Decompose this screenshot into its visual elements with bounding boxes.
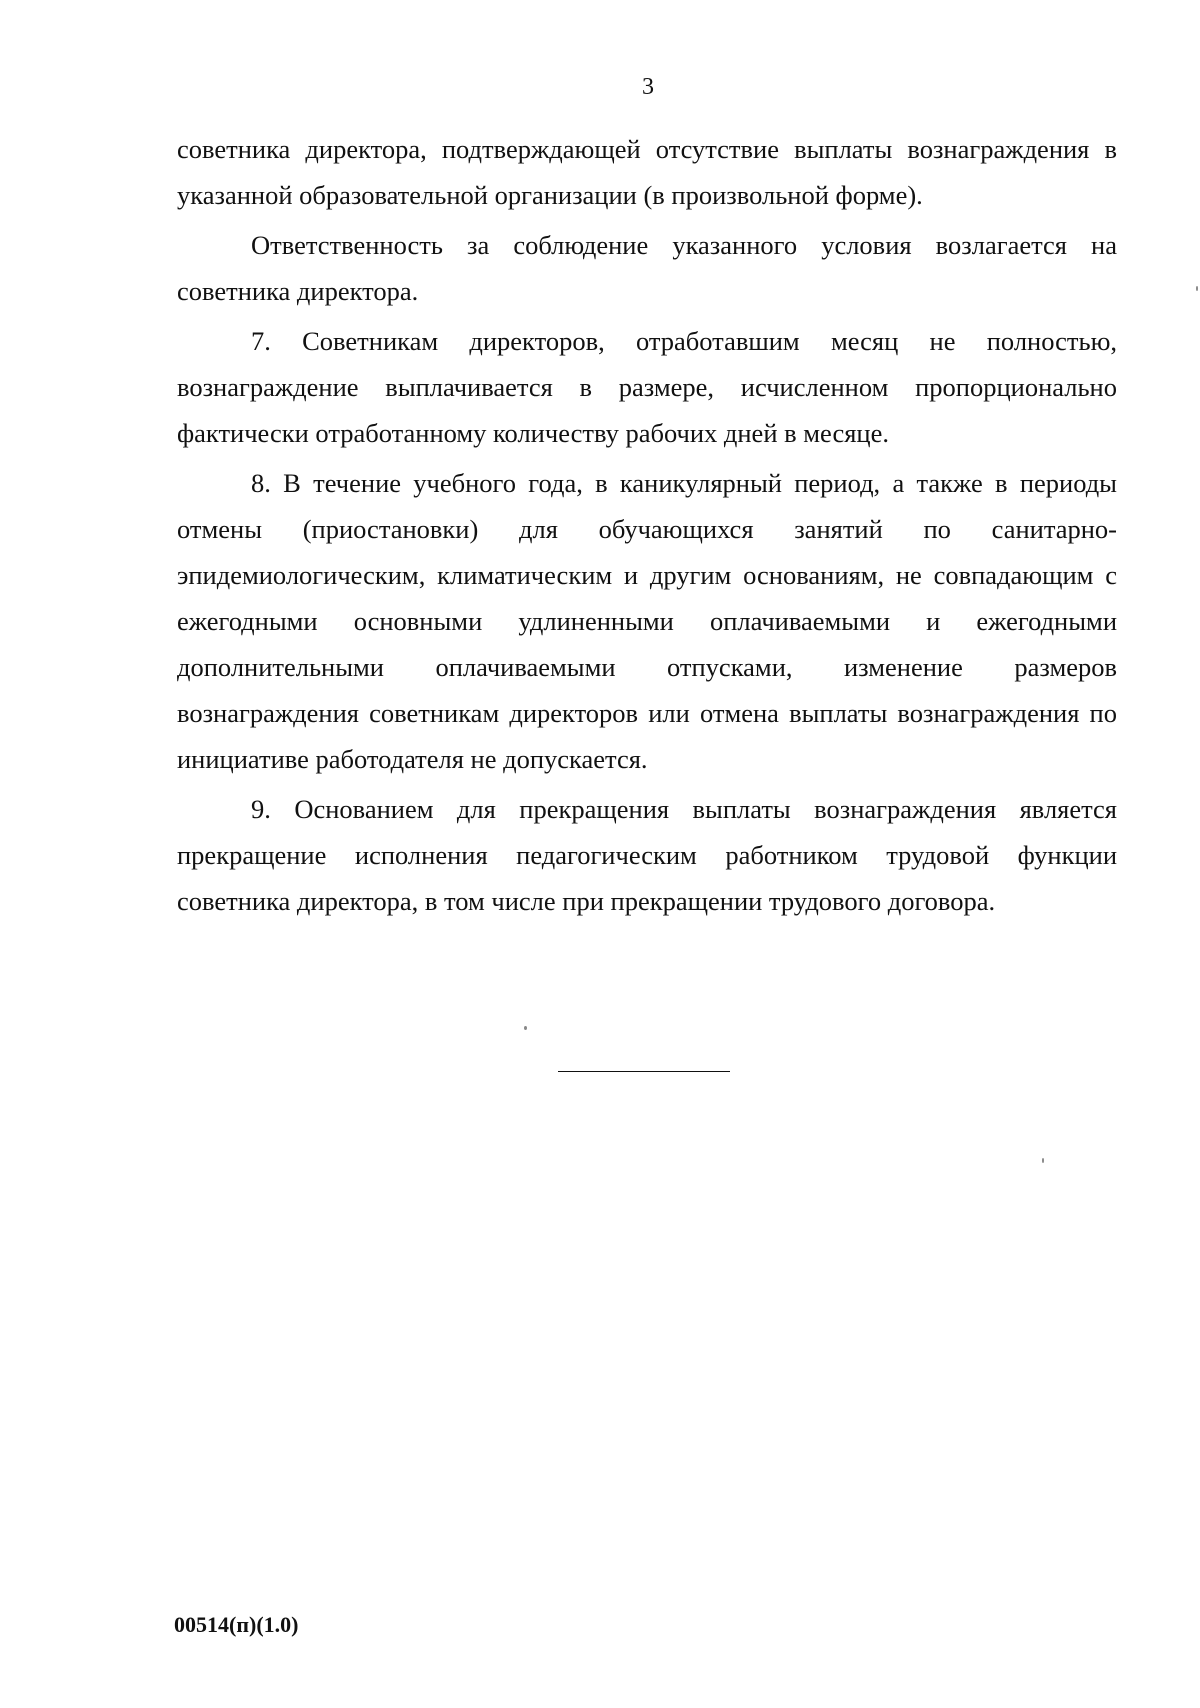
paragraph-item-8: 8. В течение учебного года, в каникулярный период, а также в периоды отмены (приостановки) для обучающихся занятий по санитарно-эпидемиологическим, климатическим и другим основаниям, не совпадающим с ежегодными основными удлиненными оплачиваемыми и ежегодными дополнительными оплачиваемыми отпусками, изменение размеров вознаграждения советникам директоров или отмена выплаты вознаграждения по инициативе работодателя не допускается. (177, 468, 1117, 774)
end-of-text-rule (558, 1071, 730, 1072)
scan-speck (1042, 1158, 1044, 1163)
scan-speck (524, 1026, 527, 1030)
document-body (177, 126, 1117, 928)
paragraph-item-7: 7. Советникам директоров, отработавшим месяц не полностью, вознаграждение выплачивается в размере, исчисленном пропорционально фактически отработанному количеству рабочих дней в месяце. (177, 326, 1117, 448)
scan-speck (1196, 286, 1198, 291)
paragraph-continuation: советника директора, подтверждающей отсутствие выплаты вознаграждения в указанной образовательной организации (в произвольной форме). (177, 134, 1117, 210)
paragraph-responsibility: Ответственность за соблюдение указанного условия возлагается на советника директора. (177, 230, 1117, 306)
page-number: 3 (642, 74, 654, 100)
document-code: 00514(п)(1.0) (174, 1612, 299, 1637)
paragraph-item-9: 9. Основанием для прекращения выплаты вознаграждения является прекращение исполнения педагогическим работником трудовой функции советника директора, в том числе при прекращении трудового договора. (177, 794, 1117, 916)
